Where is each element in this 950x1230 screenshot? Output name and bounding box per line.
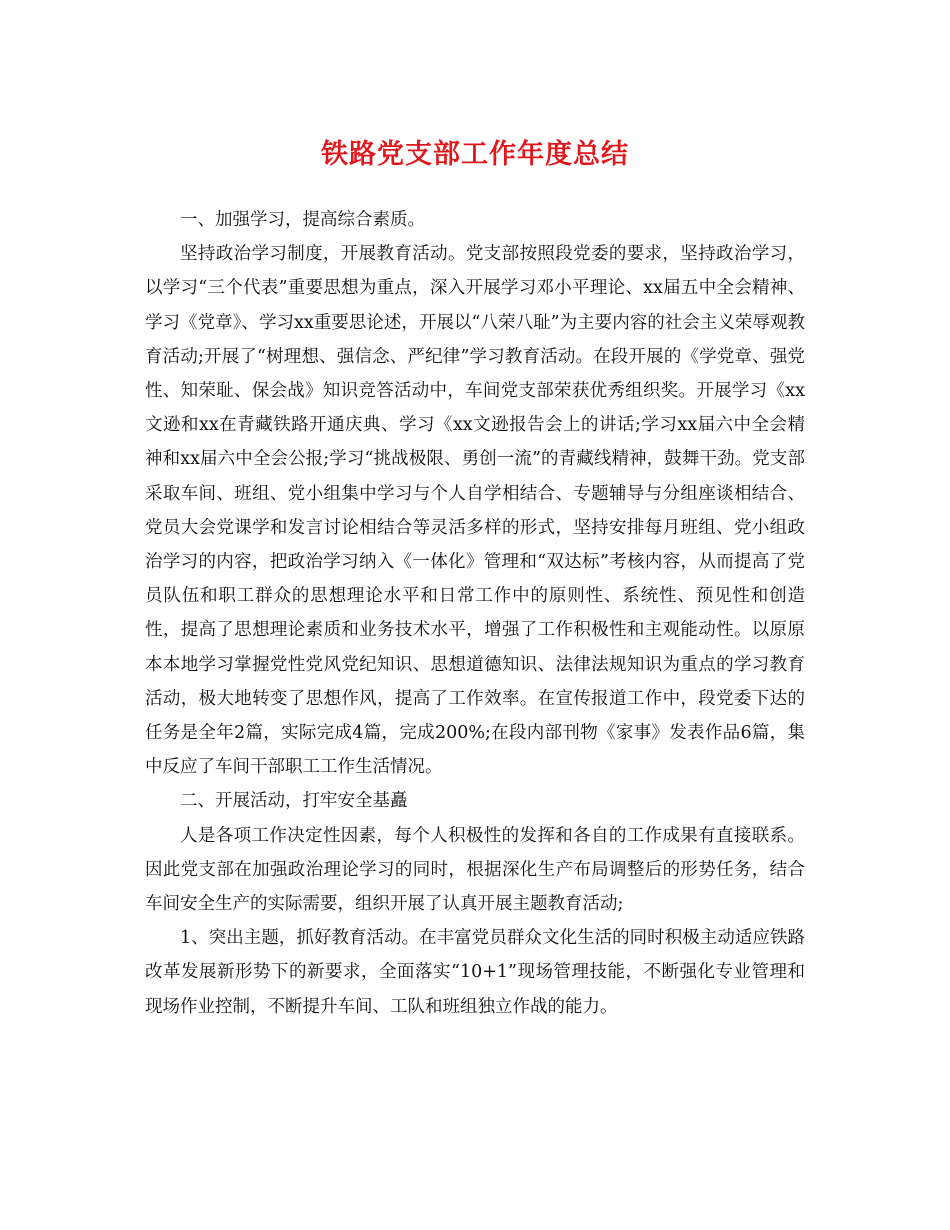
section-heading-2: 二、开展活动，打牢安全基矗 xyxy=(180,791,408,812)
paragraph-theme-education: 1、突出主题，抓好教育活动。在丰富党员群众文化生活的同时积极主动适应铁路改革发展新形势下的新要求，全面落实“10+1”现场管理技能，不断强化专业管理和现场作业控制，不断提升车间、工队和班组独立作战的能力。 xyxy=(145,928,805,1017)
paragraph-safety-foundation: 人是各项工作决定性因素，每个人积极性的发挥和各自的工作成果有直接联系。因此党支部在加强政治理论学习的同时，根据深化生产布局调整后的形势任务，结合车间安全生产的实际需要，组织开展了认真开展主题教育活动; xyxy=(145,825,805,915)
document-title: 铁路党支部工作年度总结 xyxy=(321,139,629,170)
paragraph-political-study: 坚持政治学习制度，开展教育活动。党支部按照段党委的要求，坚持政治学习，以学习“三个代表”重要思想为重点，深入开展学习邓小平理论、xx届五中全会精神、学习《党章》、学习xx重要思论述，开展以“八荣八耻”为主要内容的社会主义荣辱观教育活动;开展了“树理想、强信念、严纪律”学习教育活动。在段开展的《学党章、强党性、知荣耻、保会战》知识竞答活动中，车间党支部荣获优秀组织奖。开展学习《xx文逊和xx在青藏铁路开通庆典、学习《xx文逊报告会上的讲话;学习xx届六中全会精神和xx届六中全会公报;学习“挑战极限、勇创一流”的青藏线精神，鼓舞干劲。党支部采取车间、班组、党小组集中学习与个人自学相结合、专题辅导与分组座谈相结合、党员大会党课学和发言讨论相结合等灵活多样的形式，坚持安排每月班组、党小组政治学习的内容，把政治学习纳入《一体化》管理和“双达标”考核内容，从而提高了党员队伍和职工群众的思想理论水平和日常工作中的原则性、系统性、预见性和创造性，提高了思想理论素质和业务技术水平，增强了工作积极性和主观能动性。以原原本本地学习掌握党性党风党纪知识、思想道德知识、法律法规知识为重点的学习教育活动，极大地转变了思想作风，提高了工作效率。在宣传报道工作中，段党委下达的任务是全年2篇，实际完成4篇，完成200%;在段内部刊物《家事》发表作品6篇，集中反应了车间干部职工工作生活情况。 xyxy=(145,244,805,778)
section-heading-1: 一、加强学习，提高综合素质。 xyxy=(180,210,425,230)
document-body xyxy=(145,203,805,1024)
